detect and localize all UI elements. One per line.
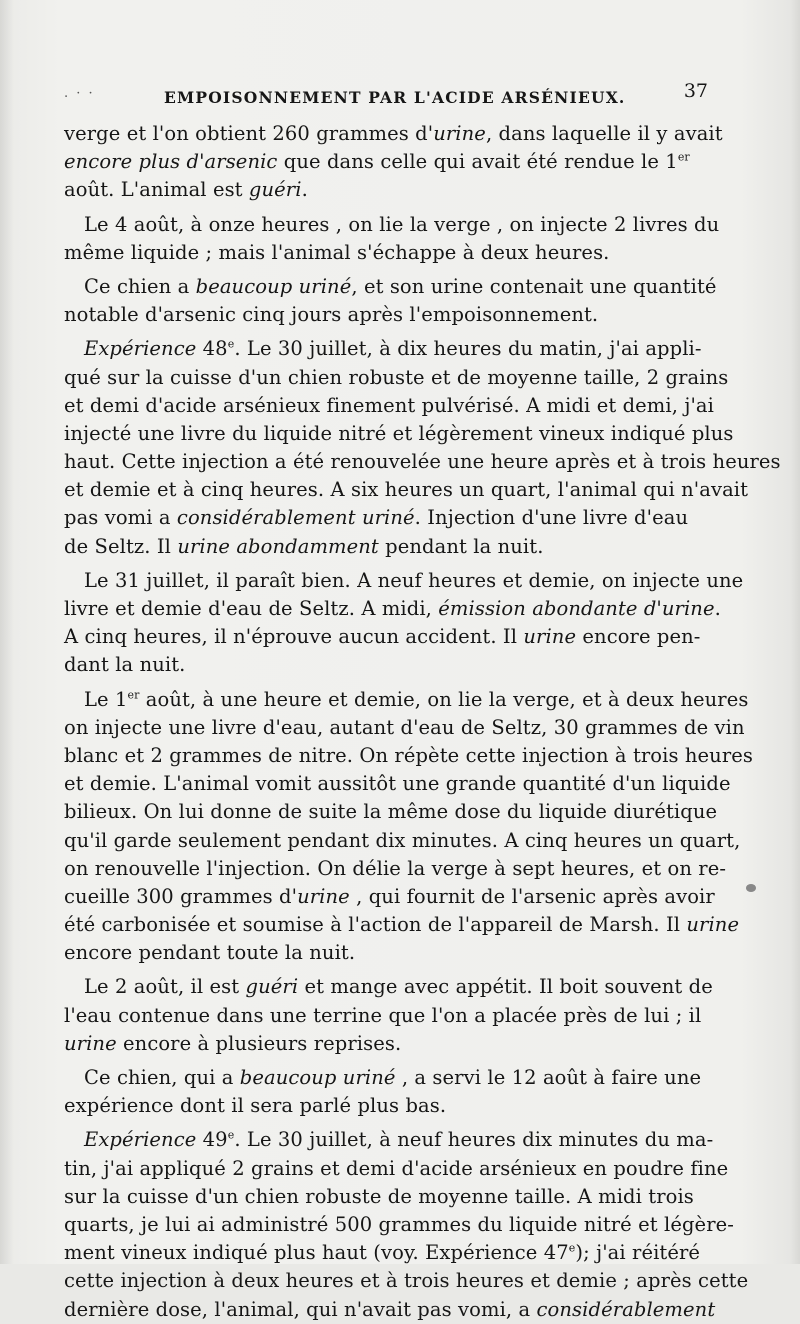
text-line xyxy=(64,567,744,595)
text-line xyxy=(64,1155,729,1183)
italic-text: guéri xyxy=(245,975,299,999)
text-line xyxy=(64,211,720,239)
text-run: et demie et à cinq heures. A six heures un quart, l'animal qui n'avait xyxy=(64,478,749,502)
text-run: pendant la nuit. xyxy=(378,534,544,558)
italic-text: beaucoup uriné xyxy=(195,274,352,298)
text-line xyxy=(64,301,700,329)
text-run: bilieux. On lui donne de suite la même dose du liquide diurétique xyxy=(64,800,718,824)
text-line xyxy=(64,1183,700,1211)
text-run: Le 1 xyxy=(84,687,128,711)
text-run: A cinq heures, il n'éprouve aucun accident. Il xyxy=(64,625,524,649)
text-run: verge et l'on obtient 260 grammes d' xyxy=(64,122,434,145)
italic-text: émission abondante d'urine xyxy=(438,597,715,620)
superscript: er xyxy=(127,688,140,702)
text-run: et demi d'acide arsénieux finement pulvérisé. A midi et demi, j'ai xyxy=(64,393,714,417)
text-line xyxy=(64,448,781,476)
italic-text: considérablement xyxy=(536,1297,716,1321)
text-line xyxy=(64,742,754,770)
text-line xyxy=(64,364,729,392)
text-run: ment vineux indiqué plus haut (voy. Expérience 47 xyxy=(64,1241,569,1265)
text-line xyxy=(64,1239,700,1267)
text-run: cueille 300 grammes d' xyxy=(64,884,298,908)
page-number: 37 xyxy=(683,80,708,102)
text-run: et demie. L'animal vomit aussitôt une grande quantité d'un liquide xyxy=(64,772,731,796)
italic-text: considérablement uriné xyxy=(176,506,415,530)
text-run: . Injection d'une livre d'eau xyxy=(414,506,689,530)
text-line xyxy=(64,335,700,363)
text-line xyxy=(64,176,700,204)
text-run: cette injection à deux heures et à trois heures et demie ; après cette xyxy=(64,1269,749,1293)
text-run: sur la cuisse d'un chien robuste de moyenne taille. A midi trois xyxy=(64,1184,694,1208)
text-line xyxy=(64,239,700,267)
text-run: Le 2 août, il est xyxy=(84,975,246,999)
text-run: 48 xyxy=(196,337,228,361)
text-line xyxy=(64,623,700,651)
text-run: haut. Cette injection a été renouvelée une heure après et à trois heures xyxy=(64,450,781,474)
running-title: EMPOISONNEMENT PAR L'ACIDE ARSÉNIEUX. xyxy=(164,88,626,107)
text-run: encore pen- xyxy=(576,625,701,649)
text-line xyxy=(64,883,715,911)
text-run: août, à une heure et demie, on lie la verge, et à deux heures xyxy=(139,687,749,711)
text-run: qué sur la cuisse d'un chien robuste et de moyenne taille, 2 grains xyxy=(64,365,729,389)
text-run: qu'il garde seulement pendant dix minutes. A cinq heures un quart, xyxy=(64,828,741,852)
text-line xyxy=(64,798,718,826)
text-line xyxy=(64,476,749,504)
text-run: été carbonisée et soumise à l'action de l'appareil de Marsh. Il xyxy=(64,913,687,937)
italic-text: urine xyxy=(64,1031,117,1055)
italic-text: beaucoup uriné xyxy=(239,1066,396,1089)
text-line xyxy=(64,1002,700,1030)
text-line xyxy=(64,855,727,883)
text-line xyxy=(64,273,717,301)
text-run: Ce chien a xyxy=(84,274,196,298)
text-run: . xyxy=(714,597,721,620)
text-line xyxy=(64,1030,700,1058)
text-line xyxy=(64,973,713,1001)
text-run: livre et demie d'eau de Seltz. A midi, xyxy=(64,597,439,620)
text-run: l'eau contenue dans une terrine que l'on a placée près de lui ; il xyxy=(64,1003,702,1027)
page-header xyxy=(64,80,710,110)
text-run: Le 4 août, à onze heures , on lie la verge , on injecte 2 livres du xyxy=(84,212,720,236)
text-line xyxy=(64,1267,749,1295)
italic-text: urine xyxy=(297,884,350,908)
text-run: dernière dose, l'animal, qui n'avait pas vomi, a xyxy=(64,1297,537,1321)
text-run: dant la nuit. xyxy=(64,653,186,677)
italic-text: encore plus d'arsenic xyxy=(64,150,278,174)
text-line xyxy=(64,651,700,679)
text-line xyxy=(64,504,700,532)
superscript: er xyxy=(677,150,690,164)
text-run: tin, j'ai appliqué 2 grains et demi d'acide arsénieux en poudre fine xyxy=(64,1156,729,1180)
text-run: même liquide ; mais l'animal s'échappe à deux heures. xyxy=(64,240,610,264)
text-line xyxy=(64,1126,714,1154)
italic-text: Expérience xyxy=(84,1128,197,1152)
text-run: de Seltz. Il xyxy=(64,534,178,558)
italic-text: urine xyxy=(686,913,740,937)
text-run: on renouvelle l'injection. On délie la verge à sept heures, et on re- xyxy=(64,856,727,880)
text-line xyxy=(64,827,741,855)
header-dots: . · · xyxy=(64,86,95,101)
text-line xyxy=(64,533,700,561)
text-run: que dans celle qui avait été rendue le 1 xyxy=(277,150,678,174)
ink-fleck xyxy=(746,884,756,892)
text-run: blanc et 2 grammes de nitre. On répète cette injection à trois heures xyxy=(64,743,754,767)
italic-text: Expérience xyxy=(84,337,197,361)
text-run: Ce chien, qui a xyxy=(84,1066,240,1089)
text-run: , a servi le 12 août à faire une xyxy=(395,1066,702,1089)
italic-text: urine abondamment xyxy=(177,534,379,558)
text-line xyxy=(64,392,714,420)
text-line xyxy=(64,1092,700,1120)
text-run: , dans laquelle il y avait xyxy=(485,122,723,145)
text-line xyxy=(64,770,731,798)
text-run: encore à plusieurs reprises. xyxy=(116,1031,402,1055)
italic-text: urine xyxy=(523,625,577,649)
text-line xyxy=(64,120,723,148)
text-line xyxy=(64,911,740,939)
text-run: , et son urine contenait une quantité xyxy=(351,274,717,298)
text-run: . Le 30 juillet, à dix heures du matin, j'ai appli- xyxy=(234,337,702,361)
text-run: expérience dont il sera parlé plus bas. xyxy=(64,1094,447,1118)
text-run: , qui fournit de l'arsenic après avoir xyxy=(349,884,715,908)
italic-text: guéri xyxy=(248,178,302,202)
text-run: pas vomi a xyxy=(64,506,177,530)
text-run: notable d'arsenic cinq jours après l'empoisonnement. xyxy=(64,303,599,327)
text-run: et mange avec appétit. Il boit souvent de xyxy=(298,975,713,999)
italic-text: urine xyxy=(433,122,486,145)
text-run: août. L'animal est xyxy=(64,178,249,202)
text-run: quarts, je lui ai administré 500 grammes du liquide nitré et légère- xyxy=(64,1212,734,1236)
text-run: . xyxy=(301,178,308,202)
superscript: e xyxy=(227,337,235,351)
text-run: ); j'ai réitéré xyxy=(575,1241,701,1265)
text-line xyxy=(64,148,700,176)
text-run: . Le 30 juillet, à neuf heures dix minutes du ma- xyxy=(234,1128,714,1152)
text-line xyxy=(64,1211,734,1239)
text-line xyxy=(64,420,734,448)
text-run: on injecte une livre d'eau, autant d'eau de Seltz, 30 grammes de vin xyxy=(64,715,745,739)
text-run: 49 xyxy=(196,1128,228,1152)
text-line xyxy=(64,1064,700,1092)
superscript: e xyxy=(227,1128,235,1142)
text-line xyxy=(64,939,700,967)
superscript: e xyxy=(568,1241,576,1255)
text-run: encore pendant toute la nuit. xyxy=(64,941,356,965)
text-line xyxy=(64,714,745,742)
text-run: Le 31 juillet, il paraît bien. A neuf heures et demie, on injecte une xyxy=(84,568,744,592)
text-line xyxy=(64,595,721,623)
body-text xyxy=(64,120,781,1324)
text-line xyxy=(64,686,749,714)
text-line xyxy=(64,1296,716,1324)
text-run: injecté une livre du liquide nitré et légèrement vineux indiqué plus xyxy=(64,421,734,445)
